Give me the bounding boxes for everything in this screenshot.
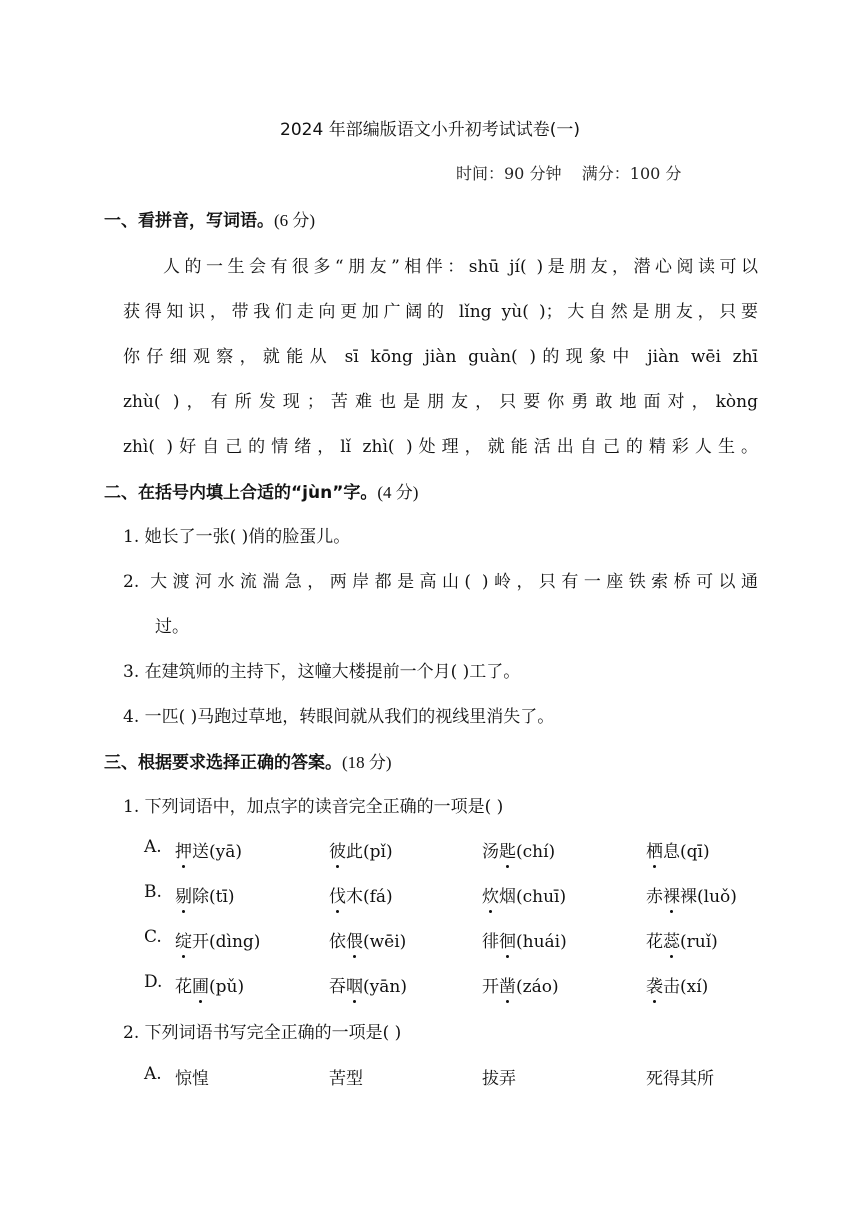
section-2-heading: [104, 478, 418, 503]
option-word: 拔弄: [482, 1069, 516, 1089]
section-1-title: 一、看拼音，写词语。: [104, 211, 274, 231]
section-3-points: (18 分): [342, 753, 392, 772]
section-2-points: (4 分): [377, 483, 419, 502]
option-word: 惊惶: [175, 1069, 209, 1089]
option-word: 依偎(wēi): [329, 927, 406, 952]
option-word: 吞咽(yān): [329, 972, 407, 997]
option-word: 绽开(dìng): [175, 927, 260, 952]
option-label: B.: [144, 882, 162, 902]
exam-time: 时间：90 分钟: [456, 164, 562, 183]
option-label: A.: [144, 837, 162, 857]
option-word: 彼此(pǐ): [329, 837, 393, 862]
s1-line-1: 人的一生会有很多“朋友”相伴：shū jí( )是朋友，潜心阅读可以: [163, 257, 758, 277]
s2-item-3: 3. 在建筑师的主持下，这幢大楼提前一个月( )工了。: [123, 662, 521, 682]
option-word: 徘徊(huái): [482, 927, 567, 952]
option-word: 押送(yā): [175, 837, 242, 862]
page-title: 2024 年部编版语文小升初考试试卷(一): [280, 120, 580, 140]
section-3-heading: [104, 748, 392, 773]
s1-line-4: zhù( )，有所发现；苦难也是朋友，只要你勇敢地面对，kòng: [123, 392, 758, 412]
section-3-title: 三、根据要求选择正确的答案。: [104, 753, 342, 773]
section-1-heading: [104, 206, 315, 231]
option-word: 栖息(qī): [646, 837, 710, 862]
option-word: 花蕊(ruǐ): [646, 927, 718, 952]
option-word: 汤匙(chí): [482, 837, 555, 862]
option-word: 剔除(tī): [175, 882, 235, 907]
option-label: C.: [144, 927, 162, 947]
s1-line-3: 你仔细观察，就能从 sī kōng jiàn guàn( )的现象中 jiàn wēi zhī: [123, 347, 758, 367]
option-word: 死得其所: [646, 1069, 714, 1089]
option-word: 开凿(záo): [482, 972, 559, 997]
option-word: 赤裸裸(luǒ): [646, 882, 737, 907]
s2-item-2: 2. 大渡河水流湍急，两岸都是高山( )岭，只有一座铁索桥可以通: [123, 572, 758, 592]
s2-item-2-continued: 过。: [155, 617, 189, 637]
s1-line-5: zhì( )好自己的情绪，lǐ zhì( )处理，就能活出自己的精彩人生。: [123, 437, 758, 457]
s3-question-2: 2. 下列词语书写完全正确的一项是( ): [123, 1023, 402, 1043]
option-label: A.: [144, 1064, 162, 1084]
option-word: 伐木(fá): [329, 882, 393, 907]
section-2-title: 二、在括号内填上合适的“jùn”字。: [104, 483, 378, 503]
section-1-points: (6 分): [274, 211, 316, 230]
s1-line-2: 获得知识，带我们走向更加广阔的 lǐng yù( )；大自然是朋友，只要: [123, 302, 758, 322]
s2-item-1: 1. 她长了一张( )俏的脸蛋儿。: [123, 527, 351, 547]
option-word: 炊烟(chuī): [482, 882, 566, 907]
option-label: D.: [144, 972, 163, 992]
exam-full-score: 满分：100 分: [581, 164, 682, 183]
option-word: 花圃(pǔ): [175, 972, 244, 997]
option-word: 袭击(xí): [646, 972, 708, 997]
exam-meta: [456, 161, 681, 184]
option-word: 苦型: [329, 1069, 363, 1089]
s2-item-4: 4. 一匹( )马跑过草地，转眼间就从我们的视线里消失了。: [123, 707, 555, 727]
s3-question-1: 1. 下列词语中，加点字的读音完全正确的一项是( ): [123, 797, 504, 817]
